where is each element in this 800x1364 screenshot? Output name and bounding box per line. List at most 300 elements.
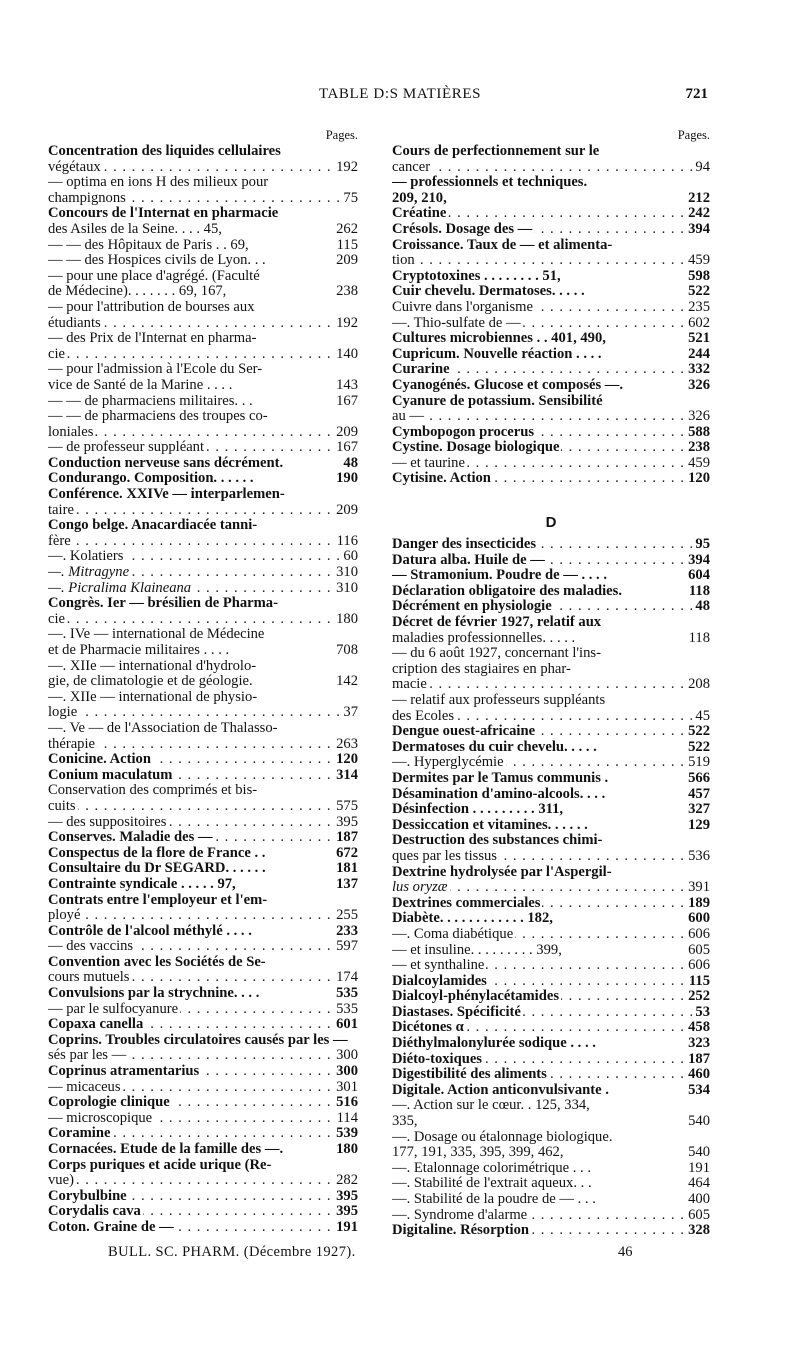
entry-text: Cupricum. Nouvelle réaction . . . .	[392, 346, 602, 362]
index-entry	[48, 705, 358, 721]
entry-text: logie	[48, 705, 78, 721]
entry-text: Cultures microbiennes . . 401, 490,	[392, 331, 606, 347]
entry-text: — — de pharmaciens des troupes co-	[48, 409, 268, 425]
entry-page: 94	[692, 160, 710, 176]
entry-page: 708	[333, 643, 358, 659]
entry-page: 114	[334, 1111, 358, 1127]
entry-text: Curarine	[392, 362, 450, 378]
entry-page: 460	[685, 1067, 710, 1083]
index-entry	[392, 362, 710, 378]
entry-text: Dextrine hydrolysée par l'Aspergil-	[392, 864, 612, 880]
index-entry	[392, 316, 710, 332]
entry-text: Dermites par le Tamus communis .	[392, 770, 609, 786]
index-entry	[392, 1005, 710, 1021]
entry-text: —. Stabilité de la poudre de — . . .	[392, 1192, 596, 1207]
page-footer	[0, 1244, 800, 1264]
index-entry	[392, 284, 710, 300]
entry-text: Coprins. Troubles circulatoires causés par les —	[48, 1032, 348, 1048]
index-entry	[48, 783, 358, 799]
entry-text: Digitaline. Résorption	[392, 1223, 530, 1239]
entry-text: Congrès. Ier — brésilien de Pharma-	[48, 596, 278, 612]
entry-page: 95	[692, 537, 710, 553]
entry-page: 212	[685, 191, 710, 207]
entry-page: 209	[333, 503, 358, 519]
entry-text: Dialcoylamides	[392, 973, 487, 989]
index-entry	[48, 425, 358, 441]
entry-text: — pour l'attribution de bourses aux	[48, 299, 255, 315]
entry-page: 534	[685, 1083, 710, 1099]
index-entry	[392, 787, 710, 803]
entry-page: 118	[686, 631, 710, 647]
entry-text: Corybulbine	[48, 1188, 127, 1204]
entry-page: 395	[333, 1204, 358, 1220]
entry-page: 672	[333, 846, 358, 862]
entry-page: 48	[692, 599, 710, 615]
index-entry	[48, 752, 358, 768]
entry-page: 328	[685, 1223, 710, 1239]
entry-text: Congo belge. Anacardiacée tanni-	[48, 518, 258, 534]
entry-text: Décret de février 1927, relatif aux	[392, 615, 602, 631]
index-entry	[392, 1145, 710, 1161]
entry-text: fère	[48, 533, 71, 549]
entry-page: 209	[333, 425, 358, 441]
entry-text: Désinfection . . . . . . . . . 311,	[392, 802, 564, 818]
entry-page: 263	[333, 737, 358, 753]
index-entry	[48, 534, 358, 550]
entry-text: Cuir chevelu. Dermatoses. . . . .	[392, 284, 585, 300]
index-entry	[48, 549, 358, 565]
entry-text: — des Prix de l'Internat en pharma-	[48, 331, 257, 347]
index-entry	[48, 1220, 358, 1236]
entry-text: — micaceus	[48, 1079, 121, 1095]
index-entry	[48, 1111, 358, 1127]
entry-page: 601	[333, 1017, 358, 1033]
index-entry	[392, 615, 710, 631]
index-entry	[392, 724, 710, 740]
index-entry	[48, 1095, 358, 1111]
entry-page: 522	[685, 724, 710, 740]
index-entry	[392, 222, 710, 238]
index-entry	[392, 896, 710, 912]
index-entry	[392, 1208, 710, 1224]
index-entry	[392, 833, 710, 849]
entry-text: sés par les —	[48, 1048, 127, 1064]
entry-text: — — des Hospices civils de Lyon. . .	[48, 253, 266, 269]
entry-page: 115	[686, 974, 710, 990]
entry-text: loniales	[48, 424, 94, 440]
index-entry	[48, 768, 358, 784]
index-entry	[48, 612, 358, 628]
entry-page: 395	[333, 1189, 358, 1205]
entry-text: étudiants	[48, 315, 101, 331]
entry-text: Conspectus de la flore de France . .	[48, 845, 266, 861]
index-entry	[392, 394, 710, 410]
index-entry	[48, 284, 358, 300]
entry-page: 458	[685, 1020, 710, 1036]
index-entry	[392, 927, 710, 943]
entry-text: — pour une place d'agrégé. (Faculté	[48, 268, 260, 284]
entry-text: —. Syndrome d'alarme	[392, 1207, 528, 1223]
entry-text: Contrainte syndicale . . . . . 97,	[48, 876, 236, 892]
entry-text: — pour l'admission à l'Ecole du Ser-	[48, 362, 263, 378]
entry-page: 129	[685, 818, 710, 834]
entry-text: ques par les tissus	[392, 848, 497, 864]
entry-page: 575	[333, 799, 358, 815]
index-entry	[48, 815, 358, 831]
entry-page: 208	[685, 677, 710, 693]
entry-text: — et taurine	[392, 455, 465, 471]
index-entry	[48, 1033, 358, 1049]
index-entry	[392, 911, 710, 927]
index-entry	[48, 518, 358, 534]
index-entry	[392, 568, 710, 584]
index-entry	[392, 206, 710, 222]
index-entry	[48, 1080, 358, 1096]
entry-page: 142	[333, 674, 358, 690]
entry-page: 191	[685, 1161, 710, 1177]
entry-page: 262	[333, 222, 358, 238]
right-index-column	[392, 126, 710, 1239]
index-entry	[48, 503, 358, 519]
index-entry	[48, 1173, 358, 1189]
entry-text: Cryptotoxines . . . . . . . . 51,	[392, 268, 561, 284]
entry-page: 187	[333, 830, 358, 846]
index-entry	[392, 943, 710, 959]
index-entry	[392, 1020, 710, 1036]
index-entry	[392, 1036, 710, 1052]
entry-text: —. Stabilité de l'extrait aqueux. . .	[392, 1176, 592, 1192]
entry-text: Cornacées. Etude de la famille des —.	[48, 1142, 284, 1157]
entry-text: Diastases. Spécificité	[392, 1004, 521, 1020]
index-entry	[48, 799, 358, 815]
index-entry	[48, 1017, 358, 1033]
index-entry	[392, 409, 710, 425]
entry-page: 233	[333, 924, 358, 940]
index-entry	[392, 1130, 710, 1146]
entry-text: — Stramonium. Poudre de — . . . .	[392, 568, 607, 584]
index-entry	[48, 986, 358, 1002]
entry-text: thérapie	[48, 736, 95, 752]
index-entry	[48, 300, 358, 316]
entry-text: Dialcoyl-phénylacétamides	[392, 989, 560, 1005]
entry-page: 192	[333, 160, 358, 176]
index-entry	[48, 160, 358, 176]
entry-text: —. Ve — de l'Association de Thalasso-	[48, 720, 278, 736]
entry-page: 300	[333, 1064, 358, 1080]
entry-text: Cuivre dans l'organisme	[392, 299, 533, 315]
entry-text: Crésols. Dosage des —	[392, 221, 533, 237]
entry-text: taire	[48, 502, 74, 518]
index-entry	[392, 440, 710, 456]
entry-page: 282	[333, 1173, 358, 1189]
index-entry	[48, 1142, 358, 1158]
entry-text: Cyanure de potassium. Sensibilité	[392, 393, 603, 409]
index-entry	[48, 893, 358, 909]
index-entry	[392, 1161, 710, 1177]
entry-text: Conserves. Maladie des —	[48, 830, 213, 846]
index-entry	[392, 880, 710, 896]
index-entry	[392, 238, 710, 254]
entry-page: 459	[685, 456, 710, 472]
entry-page: 535	[333, 986, 358, 1002]
entry-text: vice de Santé de la Marine . . . .	[48, 377, 233, 393]
entry-page: 137	[333, 877, 358, 893]
entry-page: 143	[333, 378, 358, 394]
entry-page: 238	[685, 440, 710, 456]
index-entry	[392, 553, 710, 569]
entry-page: 189	[685, 896, 710, 912]
index-entry	[392, 865, 710, 881]
entry-page: 180	[333, 1142, 358, 1158]
index-entry	[48, 924, 358, 940]
entry-text: lus oryzæ	[392, 880, 448, 896]
entry-text: Cours de perfectionnement sur le	[392, 144, 600, 159]
entry-page: 535	[333, 1002, 358, 1018]
entry-text: —. Action sur le cœur. . 125, 334,	[392, 1098, 590, 1114]
entry-text: Convulsions par la strychnine. . . .	[48, 986, 260, 1002]
entry-page: 167	[333, 440, 358, 456]
index-entry	[392, 1083, 710, 1099]
entry-text: au —	[392, 409, 425, 425]
entry-page: 300	[333, 1048, 358, 1064]
entry-text: Dextrines commerciales	[392, 895, 541, 911]
index-entry	[48, 471, 358, 487]
entry-text: — des vaccins	[48, 939, 134, 955]
entry-text: cie	[48, 346, 66, 362]
entry-page: 519	[685, 755, 710, 771]
index-entry	[48, 253, 358, 269]
pages-label: Pages.	[677, 128, 710, 142]
index-entry	[48, 206, 358, 222]
index-entry	[48, 316, 358, 332]
index-entry	[392, 1067, 710, 1083]
entry-page: 606	[685, 958, 710, 974]
entry-text: Coprinus atramentarius	[48, 1064, 200, 1080]
index-entry	[48, 238, 358, 254]
entry-page: 400	[685, 1192, 710, 1208]
index-entry	[48, 144, 358, 160]
entry-page: 301	[333, 1080, 358, 1096]
entry-page: 190	[333, 471, 358, 487]
page-header	[0, 86, 800, 110]
entry-text: Déclaration obligatoire des maladies.	[392, 583, 622, 599]
index-entry	[392, 191, 710, 207]
entry-text: et de Pharmacie militaires . . . .	[48, 643, 230, 658]
entry-text: —. XIIe — international de physio-	[48, 689, 258, 705]
entry-text: — des suppositoires	[48, 814, 167, 830]
entry-text: cuits	[48, 798, 76, 814]
entry-page: 310	[333, 565, 358, 581]
entry-text: de Médecine). . . . . . . 69, 167,	[48, 284, 227, 300]
entry-page: 457	[685, 787, 710, 803]
entry-text: Corps puriques et acide urique (Re-	[48, 1157, 272, 1173]
entry-text: Contrôle de l'alcool méthylé . . . .	[48, 923, 252, 939]
entry-text: Diéthylmalonylurée sodique . . . .	[392, 1036, 596, 1052]
index-entry	[392, 1223, 710, 1239]
entry-page: 588	[685, 425, 710, 441]
index-entry	[392, 1052, 710, 1068]
entry-text: Dicétones α	[392, 1020, 464, 1036]
right-entries-c	[392, 144, 710, 487]
entry-page: 395	[333, 815, 358, 831]
entry-text: — et synthaline	[392, 958, 485, 974]
sheet-number: 46	[618, 1244, 633, 1260]
entry-page: 48	[340, 456, 358, 472]
entry-page: 191	[333, 1220, 358, 1236]
entry-text: Contrats entre l'employeur et l'em-	[48, 892, 268, 908]
index-entry	[48, 1002, 358, 1018]
entry-page: 235	[685, 300, 710, 316]
entry-text: gie, de climatologie et de géologie.	[48, 674, 253, 690]
index-entry	[392, 537, 710, 553]
entry-page: 326	[685, 409, 710, 425]
entry-page: 540	[685, 1145, 710, 1161]
entry-text: —. Dosage ou étalonnage biologique.	[392, 1129, 613, 1145]
index-entry	[48, 456, 358, 472]
entry-text: Coramine	[48, 1126, 111, 1142]
entry-text: 209, 210,	[392, 190, 447, 206]
entry-text: maladies professionnelles. . . . .	[392, 630, 576, 646]
entry-page: 598	[685, 269, 710, 285]
entry-text: Cyanogénés. Glucose et composés —.	[392, 377, 624, 393]
index-entry	[392, 818, 710, 834]
entry-page: 209	[333, 253, 358, 269]
entry-text: — par le sulfocyanure	[48, 1001, 179, 1017]
entry-page: 181	[333, 861, 358, 877]
entry-text: Destruction des substances chimi-	[392, 833, 603, 849]
index-entry	[392, 1114, 710, 1130]
entry-text: cie	[48, 611, 66, 627]
index-entry	[48, 674, 358, 690]
index-entry	[48, 1189, 358, 1205]
running-title: TABLE D:S MATIÈRES	[318, 86, 482, 102]
index-entry	[392, 646, 710, 662]
entry-text: —. Coma diabétique	[392, 926, 514, 942]
entry-page: 602	[685, 316, 710, 332]
index-entry	[48, 487, 358, 503]
entry-text: 177, 191, 335, 395, 399, 462,	[392, 1145, 564, 1161]
entry-text: cancer	[392, 159, 431, 175]
entry-text: Cystine. Dosage biologique	[392, 440, 560, 456]
index-entry	[48, 394, 358, 410]
entry-text: cription des stagiaires en phar-	[392, 661, 571, 677]
index-entry	[392, 771, 710, 787]
entry-text: Digestibilité des aliments	[392, 1067, 547, 1083]
journal-citation: BULL. SC. PHARM. (Décembre 1927).	[108, 1244, 356, 1260]
index-entry	[48, 659, 358, 675]
entry-text: Convention avec les Sociétés de Se-	[48, 954, 266, 970]
entry-text: Dessiccation et vitamines. . . . . .	[392, 817, 588, 833]
left-index-column	[48, 126, 358, 1236]
entry-text: Corydalis cava	[48, 1204, 141, 1220]
entry-text: macie	[392, 677, 427, 693]
index-entry	[392, 300, 710, 316]
index-entry	[392, 849, 710, 865]
index-entry	[392, 425, 710, 441]
index-entry	[392, 347, 710, 363]
entry-page: 516	[333, 1095, 358, 1111]
entry-page: 327	[685, 802, 710, 818]
entry-page: 255	[333, 908, 358, 924]
entry-page: 394	[685, 553, 710, 569]
entry-text: — de professeur suppléant	[48, 440, 205, 456]
index-entry	[48, 362, 358, 378]
index-entry	[48, 440, 358, 456]
entry-page: 391	[685, 880, 710, 896]
index-entry	[48, 222, 358, 238]
index-entry	[392, 378, 710, 394]
entry-text: tion	[392, 253, 415, 269]
index-entry	[48, 846, 358, 862]
entry-page: 522	[685, 740, 710, 756]
entry-page: 37	[340, 705, 358, 721]
entry-page: 605	[685, 1208, 710, 1224]
index-entry	[392, 253, 710, 269]
index-entry	[392, 1176, 710, 1192]
index-entry	[392, 974, 710, 990]
page-number: 721	[685, 86, 708, 102]
entry-text: Digitale. Action anticonvulsivante .	[392, 1082, 609, 1098]
entry-text: Concentration des liquides cellulaires	[48, 144, 281, 159]
entry-text: —. IVe — international de Médecine	[48, 627, 265, 643]
entry-text: végétaux	[48, 159, 101, 175]
entry-text: Coton. Graine de —	[48, 1219, 174, 1235]
index-entry	[392, 599, 710, 615]
index-entry	[392, 1192, 710, 1208]
entry-page: 323	[685, 1036, 710, 1052]
entry-text: Concours de l'Internat en pharmacie	[48, 206, 279, 222]
left-entries	[48, 144, 358, 1236]
entry-page: 604	[685, 568, 710, 584]
entry-page: 120	[333, 752, 358, 768]
entry-page: 521	[685, 331, 710, 347]
entry-text: Diéto-toxiques	[392, 1051, 482, 1067]
index-entry	[48, 378, 358, 394]
entry-text: cours mutuels	[48, 970, 130, 986]
right-entries-d	[392, 537, 710, 1239]
entry-text: —. Picralima Klaineana	[48, 580, 192, 596]
entry-page: 600	[685, 911, 710, 927]
entry-text: Condurango. Composition. . . . . .	[48, 471, 254, 487]
index-entry	[48, 690, 358, 706]
entry-text: — microscopique	[48, 1110, 153, 1126]
index-entry	[48, 627, 358, 643]
entry-text: Datura alba. Huile de —	[392, 552, 545, 568]
entry-text: —. XIIe — international d'hydrolo-	[48, 658, 257, 674]
entry-text: 335,	[392, 1114, 418, 1130]
index-entry	[48, 565, 358, 581]
index-entry	[48, 1064, 358, 1080]
entry-text: des Asiles de la Seine. . . . 45,	[48, 221, 222, 237]
entry-page: 167	[333, 394, 358, 410]
index-entry	[48, 939, 358, 955]
entry-text: Consultaire du Dr SÉGARD. . . . . .	[48, 861, 266, 877]
entry-text: Décrément en physiologie	[392, 599, 552, 615]
index-entry	[48, 191, 358, 207]
entry-text: —. Kolatiers	[48, 549, 124, 565]
entry-text: champignons	[48, 190, 126, 206]
entry-page: 187	[685, 1052, 710, 1068]
entry-page: 180	[333, 612, 358, 628]
index-entry	[392, 584, 710, 600]
entry-text: Conicine. Action	[48, 752, 151, 768]
entry-text: Dengue ouest-africaine	[392, 724, 536, 740]
index-entry	[48, 331, 358, 347]
entry-page: 60	[340, 549, 358, 565]
entry-page: 75	[340, 191, 358, 207]
index-entry	[392, 269, 710, 285]
entry-page: 597	[333, 939, 358, 955]
